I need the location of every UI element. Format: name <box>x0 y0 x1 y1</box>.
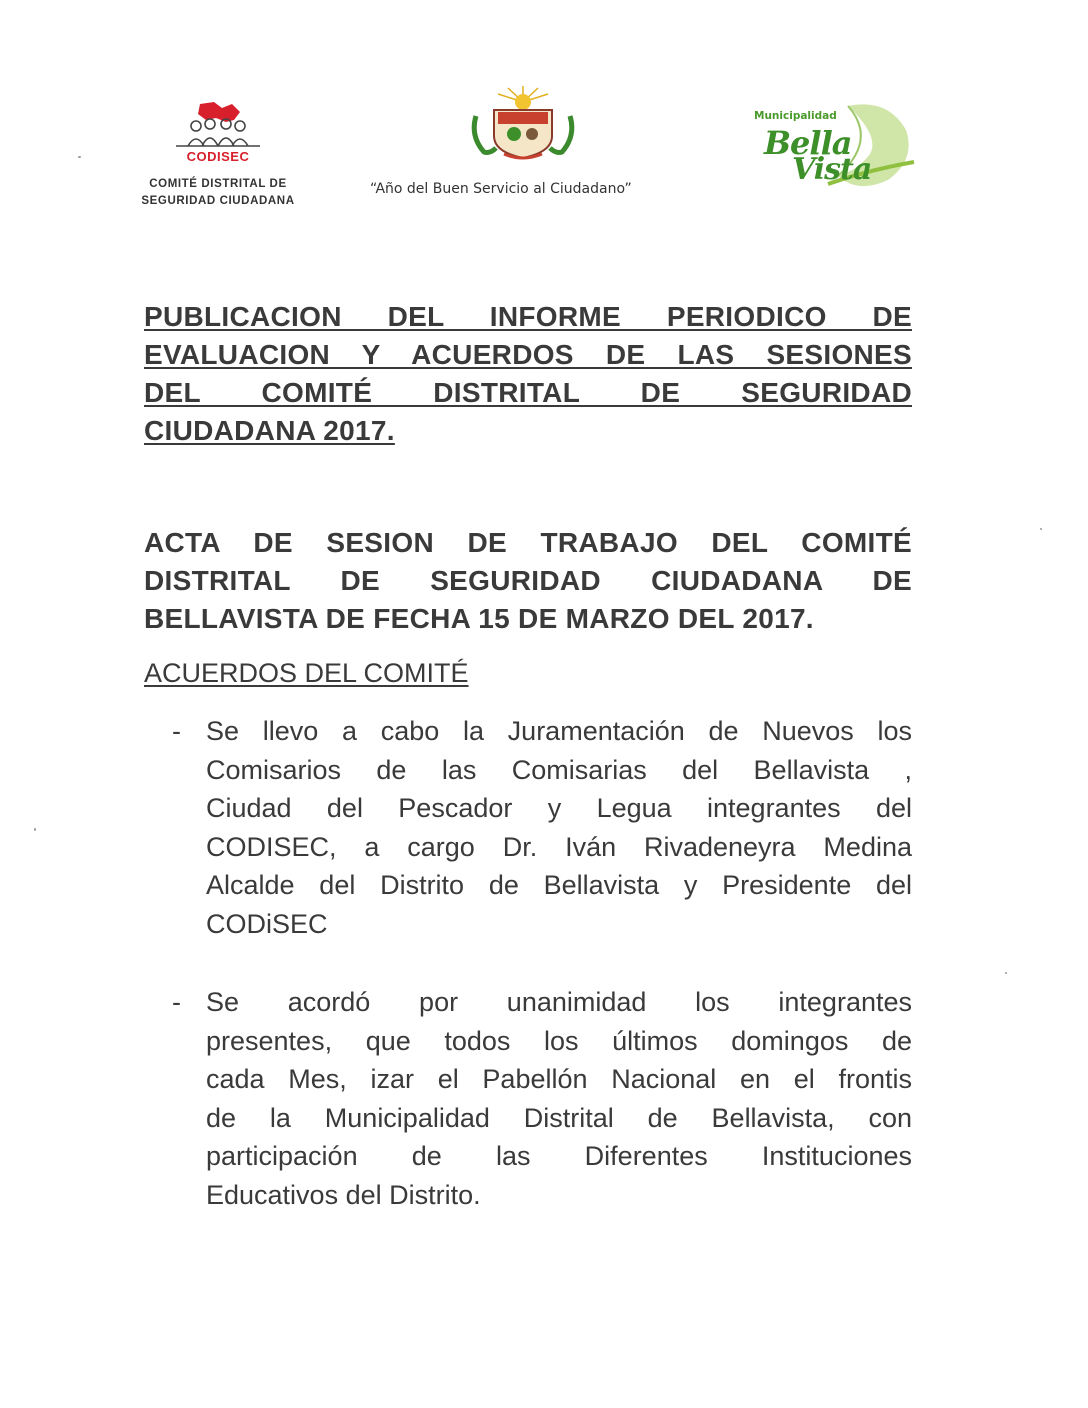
acta-line: DISTRITAL DE SEGURIDAD CIUDADANA DE <box>144 565 912 596</box>
document-title <box>144 298 912 450</box>
municipalidad-bellavista-logo <box>748 100 918 196</box>
municipal-shield-icon <box>468 82 578 162</box>
list-item-line: Se acordó por unanimidad los integrantes <box>206 987 912 1017</box>
scan-speck <box>78 156 81 158</box>
bv-big-text: Vista <box>792 152 872 187</box>
codisec-caption <box>118 176 318 210</box>
list-item-line: Educativos del Distrito. <box>206 1179 481 1210</box>
title-line: CIUDADANA 2017. <box>144 415 395 446</box>
list-item-line: presentes, que todos los últimos domingos de <box>206 1025 912 1056</box>
codisec-name: CODISEC <box>186 149 250 164</box>
codisec-logo <box>118 100 318 210</box>
list-item-line: participación de las Diferentes Instituciones <box>206 1141 912 1171</box>
title-line: DEL COMITÉ DISTRITAL DE SEGURIDAD <box>144 377 912 408</box>
list-dash: - <box>172 987 181 1017</box>
bv-big-text: Bella <box>764 124 852 162</box>
acta-line: BELLAVISTA DE FECHA 15 DE MARZO DEL 2017. <box>144 603 814 634</box>
list-item-line: Ciudad del Pescador y Legua integrantes del <box>206 793 912 823</box>
list-item-text <box>206 983 912 1214</box>
bv-small-text: Municipalidad <box>754 110 837 122</box>
title-line: EVALUACION Y ACUERDOS DE LAS SESIONES <box>144 339 912 370</box>
list-item-line: Alcalde del Distrito de Bellavista y Presidente del <box>206 870 912 900</box>
acta-heading <box>144 524 912 638</box>
motto-text: “Año del Buen Servicio al Ciudadano” <box>370 181 632 197</box>
acuerdos-heading: ACUERDOS DEL COMITÉ <box>144 658 469 688</box>
list-item-line: CODiSEC <box>206 908 328 939</box>
codisec-caption-line: SEGURIDAD CIUDADANA <box>141 195 295 207</box>
list-item-text <box>206 712 912 943</box>
list-item-line: Se llevo a cabo la Juramentación de Nuevos los <box>206 716 912 746</box>
list-item-line: de la Municipalidad Distrital de Bellavista, con <box>206 1102 912 1133</box>
acta-line: ACTA DE SESION DE TRABAJO DEL COMITÉ <box>144 527 912 558</box>
list-item-line: cada Mes, izar el Pabellón Nacional en el frontis <box>206 1064 912 1094</box>
scan-speck <box>34 828 36 831</box>
list-dash: - <box>172 716 181 746</box>
scan-speck <box>1005 972 1007 974</box>
list-item-line: CODISEC, a cargo Dr. Iván Rivadeneyra Medina <box>206 831 912 862</box>
codisec-caption-line: COMITÉ DISTRITAL DE <box>149 178 287 190</box>
title-line: PUBLICACION DEL INFORME PERIODICO DE <box>144 301 912 332</box>
list-item-line: Comisarios de las Comisarias del Bellavista , <box>206 754 912 785</box>
scan-speck <box>1040 528 1042 530</box>
